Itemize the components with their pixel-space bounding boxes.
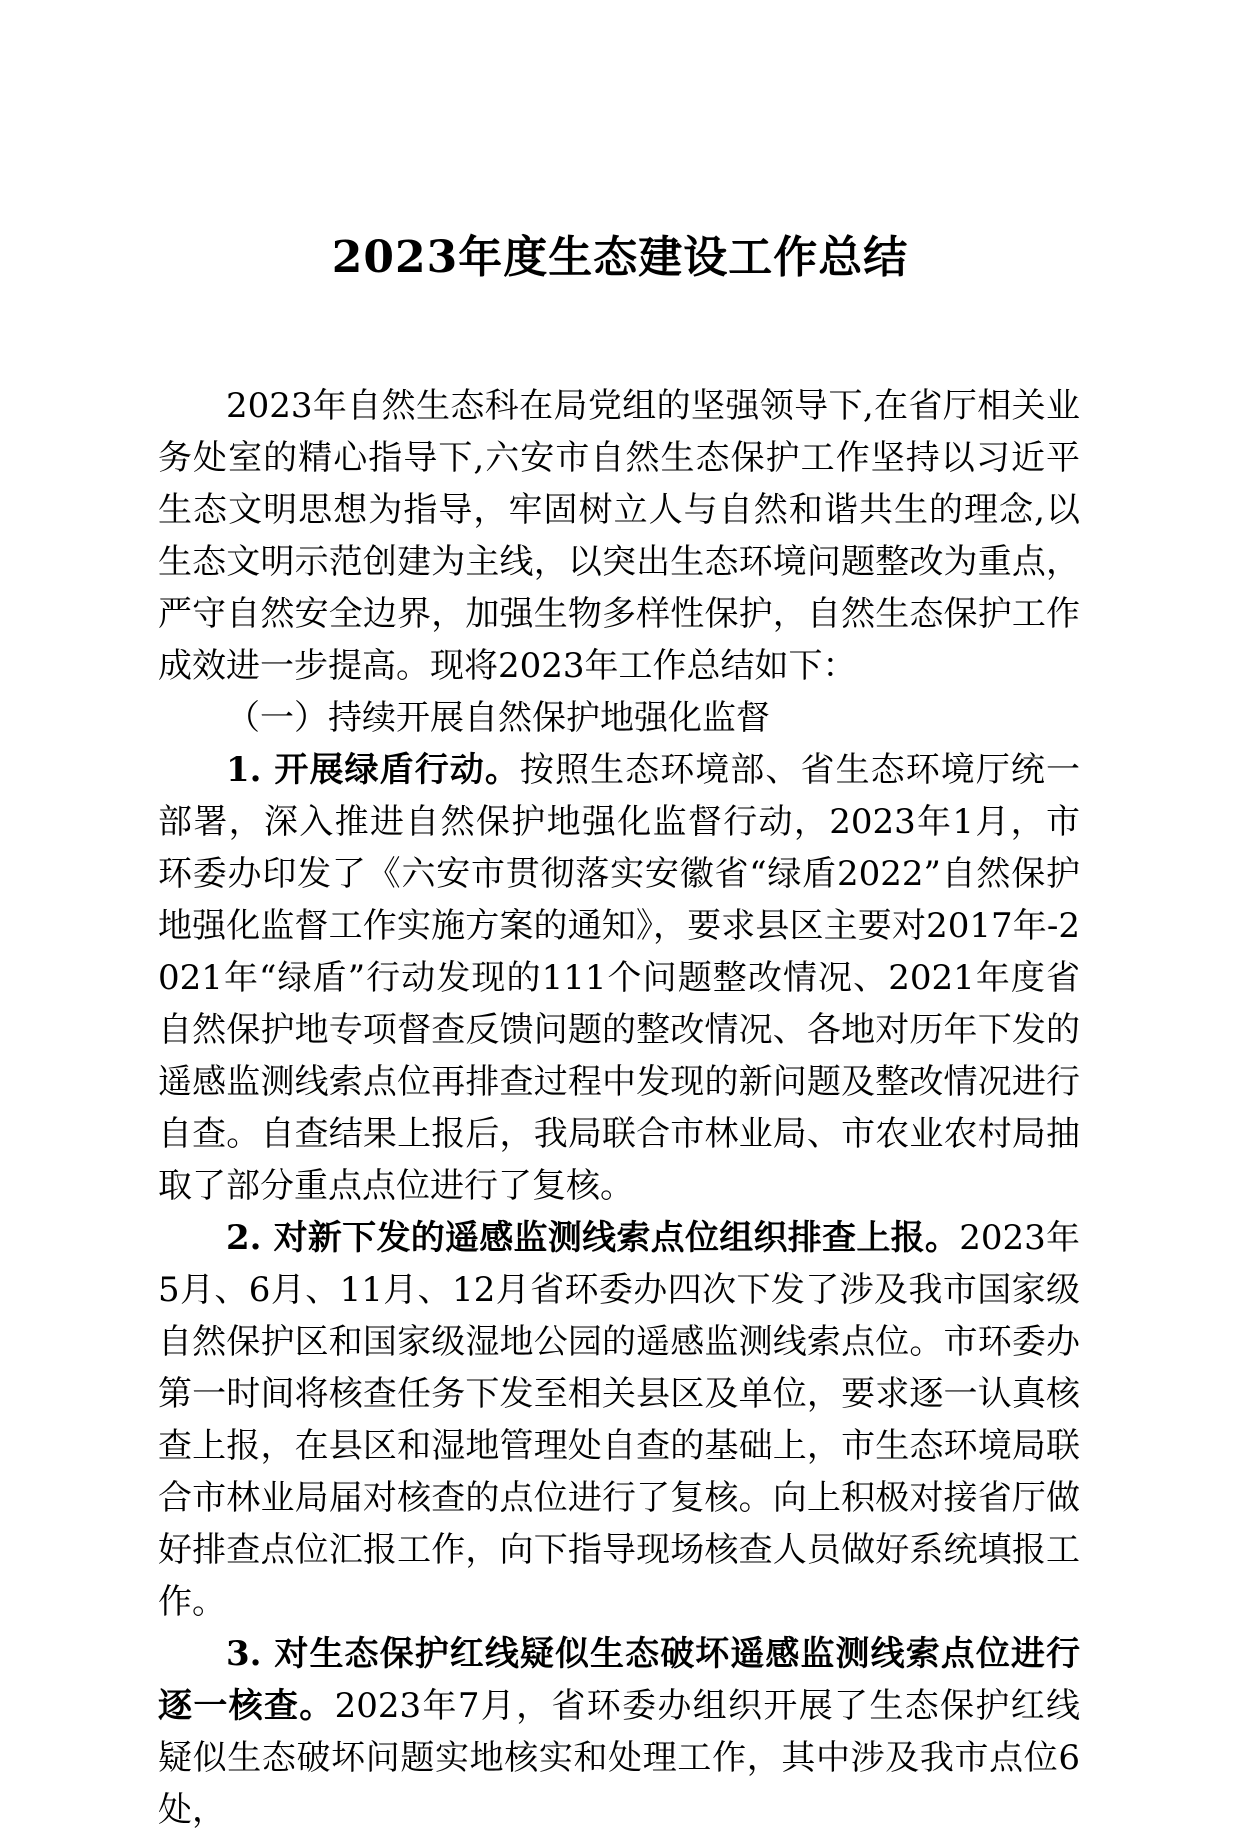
item-body-1: 按照生态环境部、省生态环境厅统一部署，深入推进自然保护地强化监督行动，2023年1月，市环委办印发了《六安市贯彻落实安徽省“绿盾2022”自然保护地强化监督工作实施方案的通知》，要求县区主要对2017年-2021年“绿盾”行动发现的111个问题整改情况、2021年度省自然保护地专项督查反馈问题的整改情况、各地对历年下发的遥感监测线索点位再排查过程中发现的新问题及整改情况进行自查。自查结果上报后，我局联合市林业局、市农业农村局抽取了部分重点点位进行了复核。 [158, 750, 1081, 1206]
item-body-3: 2023年7月，省环委办组织开展了生态保护红线疑似生态破坏问题实地核实和处理工作，其中涉及我市点位6处， [158, 1686, 1080, 1830]
item-paragraph-1 [158, 744, 1080, 1212]
item-paragraph-3 [158, 1628, 1080, 1836]
item-paragraph-2 [158, 1212, 1080, 1628]
intro-paragraph: 2023年自然生态科在局党组的坚强领导下,在省厅相关业务处室的精心指导下,六安市自然生态保护工作坚持以习近平生态文明思想为指导，牢固树立人与自然和谐共生的理念,以生态文明示范创建为主线，以突出生态环境问题整改为重点，严守自然安全边界，加强生物多样性保护，自然生态保护工作成效进一步提高。现将2023年工作总结如下： [158, 386, 1080, 686]
item-lead-2: 2. 对新下发的遥感监测线索点位组织排查上报。 [226, 1218, 960, 1258]
document-body [158, 380, 1080, 1836]
item-lead-3: 3. 对生态保护红线疑似生态破坏遥感监测线索点位进行逐一核查。 [158, 1634, 1080, 1726]
document-title: 2023年度生态建设工作总结 [331, 232, 909, 283]
item-body-2: 2023年5月、6月、11月、12月省环委办四次下发了涉及我市国家级自然保护区和国家级湿地公园的遥感监测线索点位。市环委办第一时间将核查任务下发至相关县区及单位，要求逐一认真核查上报，在县区和湿地管理处自查的基础上，市生态环境局联合市林业局届对核查的点位进行了复核。向上积极对接省厅做好排查点位汇报工作，向下指导现场核查人员做好系统填报工作。 [158, 1218, 1080, 1622]
section-heading: （一）持续开展自然保护地强化监督 [226, 698, 770, 738]
item-lead-1: 1. 开展绿盾行动。 [226, 750, 520, 790]
